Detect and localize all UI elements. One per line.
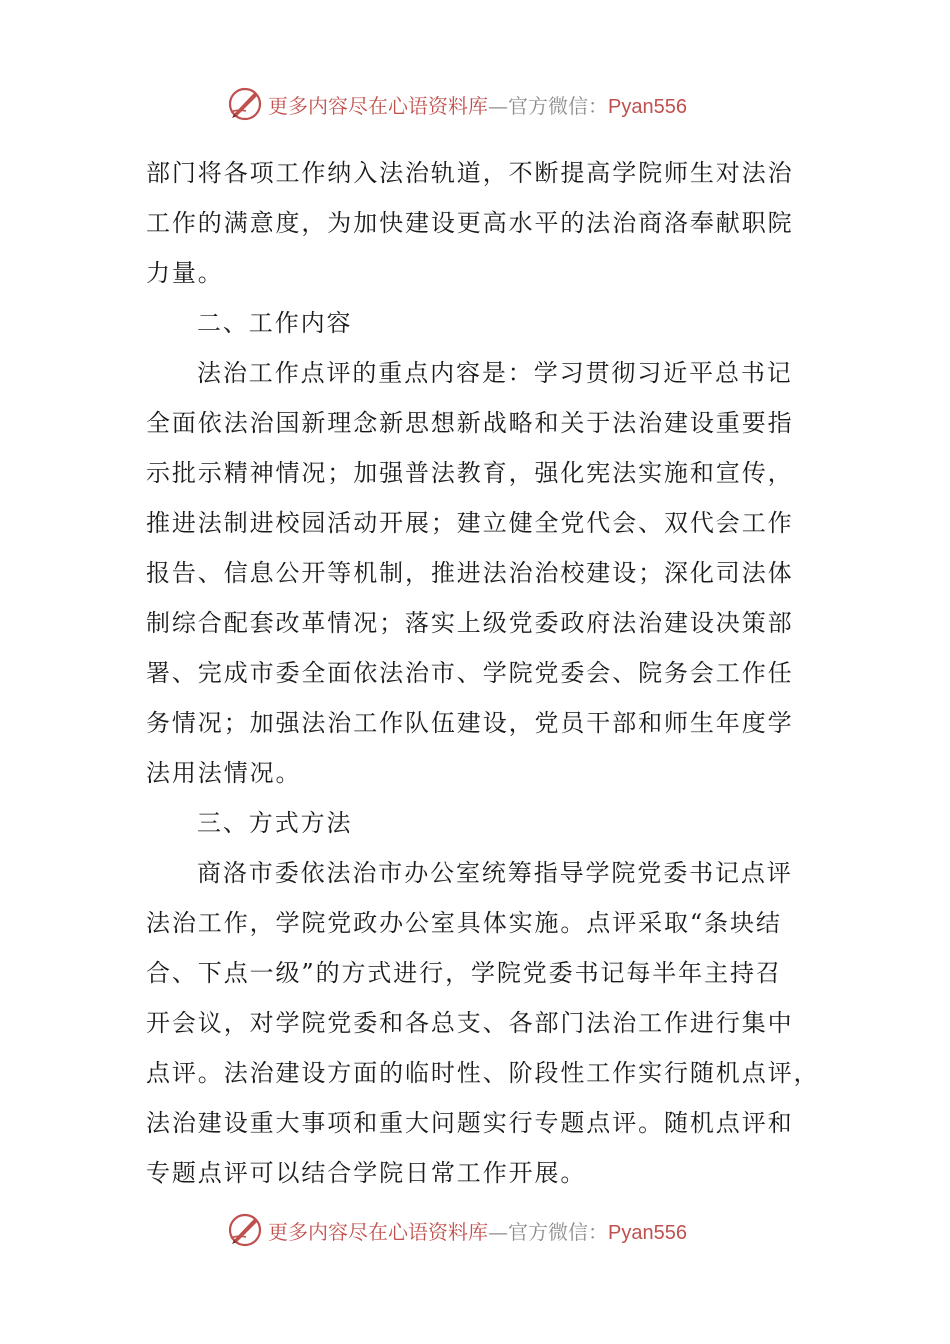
banner-main-text: 更多内容尽在心语资料库 — [268, 1219, 488, 1244]
text-line: 专题点评可以结合学院日常工作开展。 — [146, 1159, 587, 1187]
text-line: 合、下点一级”的方式进行，学院党委书记每半年主持召 — [146, 959, 782, 987]
text-line: 推进法制进校园活动开展；建立健全党代会、双代会工作 — [146, 509, 794, 537]
text-line: 部门将各项工作纳入法治轨道，不断提高学院师生对法治 — [146, 159, 794, 187]
section-heading-work-content: 二、工作内容 — [197, 309, 353, 337]
banner-wechat-id: Pyan556 — [608, 1221, 687, 1244]
banner-wechat-label: 官方微信： — [508, 1219, 608, 1244]
text-line: 工作的满意度，为加快建设更高水平的法治商洛奉献职院 — [146, 209, 794, 237]
section-heading-methods: 三、方式方法 — [197, 809, 353, 837]
text-line: 法治工作，学院党政办公室具体实施。点评采取“条块结 — [146, 909, 782, 937]
banner-text — [268, 90, 687, 119]
footer-watermark-banner — [226, 1210, 746, 1250]
pen-logo-icon — [226, 85, 264, 123]
document-body — [146, 148, 820, 1198]
text-line: 法用法情况。 — [146, 759, 302, 787]
text-line: 法治工作点评的重点内容是：学习贯彻习近平总书记 — [197, 359, 793, 387]
text-line: 务情况；加强法治工作队伍建设，党员干部和师生年度学 — [146, 709, 794, 737]
text-line: 开会议，对学院党委和各总支、各部门法治工作进行集中 — [146, 1009, 794, 1037]
header-watermark-banner — [226, 84, 746, 124]
text-line: 署、完成市委全面依法治市、学院党委会、院务会工作任 — [146, 659, 794, 687]
banner-text — [268, 1216, 687, 1245]
text-line: 制综合配套改革情况；落实上级党委政府法治建设决策部 — [146, 609, 794, 637]
text-line: 商洛市委依法治市办公室统筹指导学院党委书记点评 — [197, 859, 793, 887]
text-line: 报告、信息公开等机制，推进法治治校建设；深化司法体 — [146, 559, 794, 587]
pen-logo-icon — [226, 1211, 264, 1249]
banner-wechat-label: 官方微信： — [508, 93, 608, 118]
banner-wechat-id: Pyan556 — [608, 95, 687, 118]
text-line: 点评。法治建设方面的临时性、阶段性工作实行随机点评， — [146, 1059, 820, 1087]
banner-main-text: 更多内容尽在心语资料库 — [268, 93, 488, 118]
banner-dash: — — [488, 93, 508, 118]
text-line: 全面依法治国新理念新思想新战略和关于法治建设重要指 — [146, 409, 794, 437]
text-line: 力量。 — [146, 259, 224, 287]
text-line: 示批示精神情况；加强普法教育，强化宪法实施和宣传， — [146, 459, 794, 487]
banner-dash: — — [488, 1219, 508, 1244]
text-line: 法治建设重大事项和重大问题实行专题点评。随机点评和 — [146, 1109, 794, 1137]
